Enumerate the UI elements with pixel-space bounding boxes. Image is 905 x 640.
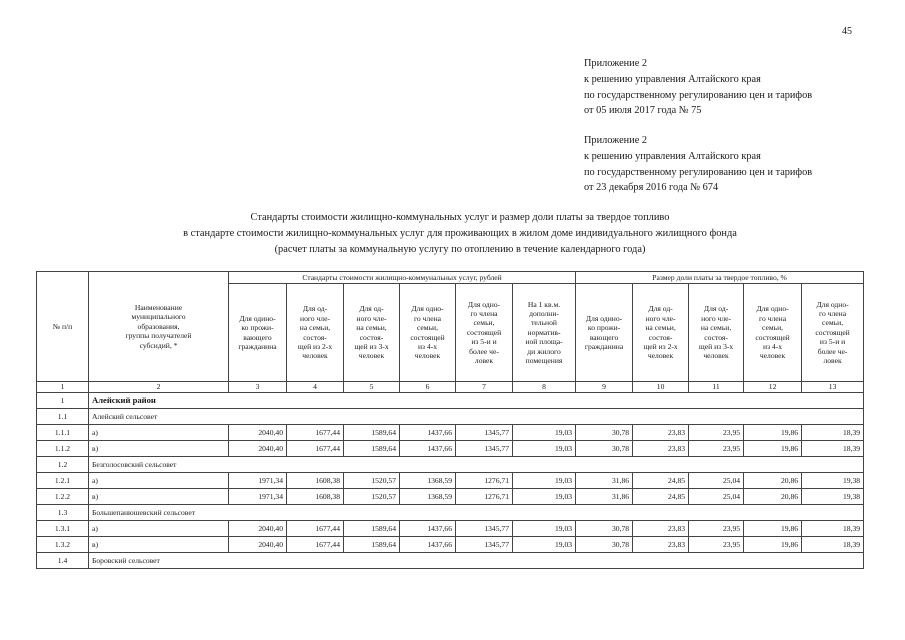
table-cell: 30,78 [576,537,633,553]
header-text-line: Для од- [648,304,673,314]
header-text-line: Для одино- [239,313,276,323]
header-text-line: го члена [413,313,442,323]
table-cell: 1677,44 [287,425,344,441]
header-text-line: человек [703,351,729,361]
header-text-line: группы получателей [125,331,192,341]
table-cell: 1368,59 [400,489,456,505]
header-text-line: го члена [819,308,847,318]
table-cell: 18,39 [802,537,864,553]
table-cell: 2040,40 [229,537,287,553]
table-cell: 1589,64 [344,425,400,441]
table-cell: 31,86 [576,489,633,505]
district-name: Алейский район [89,393,864,409]
table-cell: 19,86 [744,441,802,457]
row-group-label: а) [89,521,229,537]
council-name: Большепанюшевский сельсовет [89,505,864,521]
table-cell: 19,03 [513,473,576,489]
table-cell: 2040,40 [229,425,287,441]
table-cell: 1368,59 [400,473,456,489]
header-text-line: вающего [589,332,619,342]
appendix-line: к решению управления Алтайского края [584,73,761,85]
column-number: 12 [744,382,802,393]
table-cell: 18,39 [802,521,864,537]
table-cell: 20,86 [744,489,802,505]
table-cell: 1345,77 [456,521,513,537]
header-text-line: более че- [469,346,499,356]
header-text-line: состоящей [466,327,502,337]
header-text-line: ко прожи- [241,323,274,333]
table-row [37,505,864,521]
header-text-line: щей из 2-х [297,341,333,351]
header-text-line: на семьи, [299,323,331,333]
appendix-date: от 05 июля 2017 года № 75 [584,105,702,117]
table-cell: 1677,44 [287,521,344,537]
header-share-col-13 [802,284,864,382]
table-cell: 1520,57 [344,473,400,489]
table-row [37,489,864,505]
header-standard-col-5 [344,284,400,382]
header-text-line: вающего [243,332,272,342]
table-cell: 19,03 [513,441,576,457]
header-text-line: Для од- [703,304,729,314]
table-cell: 19,03 [513,521,576,537]
council-name: Алейский сельсовет [89,409,864,425]
appendix-line: по государственному регулированию цен и тарифов [584,166,813,178]
header-col-no: № п/п [37,272,89,382]
column-number: 3 [229,382,287,393]
table-cell: 1345,77 [456,441,513,457]
column-number: 8 [513,382,576,393]
header-share-col-11 [689,284,744,382]
header-text-line: тельной [531,318,557,328]
row-number: 1.2 [37,457,89,473]
table-cell: 1345,77 [456,537,513,553]
table-cell: 24,85 [633,489,689,505]
header-text-line: из 4-х [763,341,783,351]
header-standard-col-7 [456,284,513,382]
header-text-line: человек [302,351,328,361]
table-cell: 30,78 [576,425,633,441]
table-cell: 23,95 [689,425,744,441]
council-name: Безголосовский сельсовет [89,457,864,473]
table-cell: 23,83 [633,521,689,537]
table-cell: 23,83 [633,425,689,441]
row-number: 1.3 [37,505,89,521]
table-cell: 19,38 [802,489,864,505]
header-text-line: состоя- [303,332,327,342]
table-cell: 2040,40 [229,521,287,537]
header-text-line: на семьи, [645,323,676,333]
column-number: 13 [802,382,864,393]
header-text-line: гражданина [238,341,277,351]
row-number: 1.3.1 [37,521,89,537]
table-cell: 18,39 [802,425,864,441]
header-text-line: ди жилого [527,346,561,356]
table-cell: 20,86 [744,473,802,489]
table-cell: 23,83 [633,537,689,553]
header-share-col-12 [744,284,802,382]
table-cell: 18,39 [802,441,864,457]
header-text-line: состоящей [755,332,790,342]
table-cell: 1677,44 [287,537,344,553]
header-text-line: человек [647,351,674,361]
table-row [37,473,864,489]
table-cell: 1589,64 [344,441,400,457]
header-text-line: семьи, [762,323,784,333]
row-number: 1.3.2 [37,537,89,553]
table-row [37,521,864,537]
column-number: 1 [37,382,89,393]
header-text-line: ловек [474,356,494,366]
table-cell: 31,86 [576,473,633,489]
header-text-line: на семьи, [700,323,732,333]
header-text-line: семьи, [822,318,844,328]
header-text-line: щей из 2-х [643,341,678,351]
column-number: 9 [576,382,633,393]
row-group-label: в) [89,537,229,553]
page-number: 45 [842,26,852,37]
table-cell: 25,04 [689,489,744,505]
table-cell: 1608,38 [287,473,344,489]
header-text-line: ного чле- [645,313,676,323]
row-number: 1.2.2 [37,489,89,505]
header-standard-col-4 [287,284,344,382]
header-text-line: Для одно- [816,299,849,309]
appendix-previous-block [584,133,812,196]
header-text-line: состоящей [815,327,850,337]
table-row [37,537,864,553]
header-text-line: состоя- [648,332,673,342]
header-text-line: ного чле- [356,313,387,323]
table-cell: 30,78 [576,441,633,457]
header-text-line: семьи, [473,318,495,328]
table-cell: 23,95 [689,441,744,457]
header-text-line: человек [414,351,441,361]
table-row [37,441,864,457]
table-cell: 1608,38 [287,489,344,505]
table-cell: 25,04 [689,473,744,489]
column-number: 11 [689,382,744,393]
header-text-line: состоящей [410,332,445,342]
table-row [37,457,864,473]
table-cell: 30,78 [576,521,633,537]
row-number: 1.1.1 [37,425,89,441]
table-cell: 19,86 [744,425,802,441]
header-text-line: Для одно- [467,299,501,309]
heading-line: в стандарте стоимости жилищно-коммунальных услуг для проживающих в жилом доме индивидуального жилищного фонда [183,228,737,239]
table-cell: 1971,34 [229,489,287,505]
header-text-line: На 1 кв.м. [527,299,561,309]
row-group-label: а) [89,425,229,441]
row-number: 1.1 [37,409,89,425]
header-group-share: Размер доли платы за твердое топливо, % [576,272,864,284]
header-text-line: Для одно- [756,304,789,314]
document-heading [60,210,860,258]
header-text-line: дополни- [529,308,559,318]
row-group-label: а) [89,473,229,489]
column-number: 5 [344,382,400,393]
header-text-line: муниципального [131,312,186,322]
table-cell: 19,03 [513,489,576,505]
header-share-col-10 [633,284,689,382]
table-cell: 23,95 [689,521,744,537]
table-row [37,409,864,425]
row-number: 1.4 [37,553,89,569]
heading-line: (расчет платы за коммунальную услугу по отоплению в течение календарного года) [274,244,646,255]
table-cell: 19,03 [513,537,576,553]
row-group-label: в) [89,441,229,457]
header-text-line: норматив- [527,327,561,337]
header-text-line: помещения [525,356,563,366]
table-cell: 2040,40 [229,441,287,457]
table-cell: 19,38 [802,473,864,489]
table-cell: 23,95 [689,537,744,553]
row-group-label: в) [89,489,229,505]
appendix-line: к решению управления Алтайского края [584,150,761,162]
header-text-line: состоя- [359,332,384,342]
column-number: 6 [400,382,456,393]
column-number: 2 [89,382,229,393]
header-text-line: из 4-х [417,341,438,351]
table-cell: 1520,57 [344,489,400,505]
appendix-title: Приложение 2 [584,135,647,146]
table-row [37,425,864,441]
header-standard-col-8 [513,284,576,382]
header-text-line: щей из 3-х [354,341,389,351]
header-text-line: субсидий, * [139,340,178,350]
heading-line: Стандарты стоимости жилищно-коммунальных услуг и размер доли платы за твердое топливо [250,212,670,223]
header-text-line: ко прожи- [587,323,621,333]
header-standard-col-6 [400,284,456,382]
header-text-line: человек [358,351,385,361]
header-text-line: гражданина [584,341,624,351]
header-text-line: семьи, [416,323,439,333]
table-cell: 1589,64 [344,537,400,553]
appendix-title: Приложение 2 [584,58,647,69]
appendix-current-block [584,56,812,119]
header-text-line: из 5-и и [819,337,846,347]
header-standard-col-3 [229,284,287,382]
header-text-line: Для одно- [411,304,444,314]
header-text-line: из 5-и и [471,337,497,347]
table-cell: 1276,71 [456,489,513,505]
header-text-line: состоя- [704,332,728,342]
table-cell: 1437,66 [400,537,456,553]
header-text-line: Для од- [359,304,384,314]
table-cell: 19,86 [744,521,802,537]
header-text-line: более че- [817,346,848,356]
table-cell: 19,86 [744,537,802,553]
header-text-line: го члена [470,308,498,318]
header-col-name [89,272,229,382]
appendix-date: от 23 декабря 2016 года № 674 [584,182,719,194]
table-cell: 1589,64 [344,521,400,537]
tariff-table [36,271,864,569]
header-text-line: Для од- [302,304,328,314]
header-text-line: образования, [137,321,180,331]
header-share-col-9 [576,284,633,382]
appendix-line: по государственному регулированию цен и тарифов [584,89,813,101]
header-text-line: ного чле- [300,313,330,323]
header-text-line: щей из 3-х [698,341,734,351]
header-text-line: ловек [823,356,842,366]
column-number: 4 [287,382,344,393]
header-text-line: ного чле- [701,313,732,323]
table-cell: 24,85 [633,473,689,489]
council-name: Боровский сельсовет [89,553,864,569]
header-text-line: Наименование [134,302,183,312]
row-number: 1.2.1 [37,473,89,489]
table-cell: 1437,66 [400,425,456,441]
header-text-line: Для одино- [585,313,623,323]
table-row [37,553,864,569]
header-text-line: человек [759,351,786,361]
column-number: 10 [633,382,689,393]
table-cell: 23,83 [633,441,689,457]
header-text-line: на семьи, [356,323,387,333]
table-cell: 19,03 [513,425,576,441]
header-text-line: го члена [759,313,787,323]
row-number: 1.1.2 [37,441,89,457]
table-row [37,393,864,409]
table-cell: 1437,66 [400,441,456,457]
row-number: 1 [37,393,89,409]
header-group-standards: Стандарты стоимости жилищно-коммунальных услуг, рублей [229,272,576,284]
table-cell: 1345,77 [456,425,513,441]
table-cell: 1437,66 [400,521,456,537]
header-text-line: ной площа- [525,337,563,347]
table-cell: 1971,34 [229,473,287,489]
column-number: 7 [456,382,513,393]
table-cell: 1677,44 [287,441,344,457]
table-cell: 1276,71 [456,473,513,489]
